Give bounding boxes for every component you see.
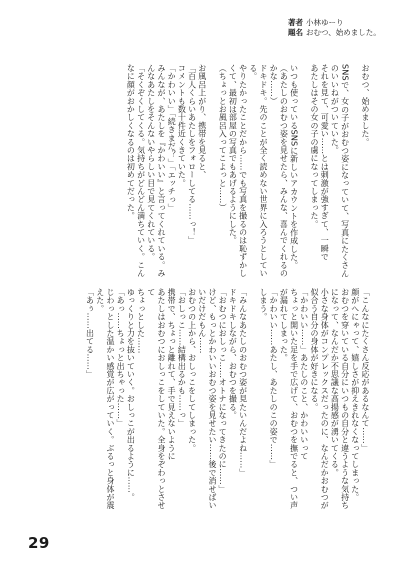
text-column: 「こんなにたくさん反応があるなんて……」 (361, 288, 370, 452)
text-column: 「そくぞくしてくる。気持ちがどんどん満ちていく。こんなに顔がおかしくなるのは初めてだった。 (126, 64, 146, 278)
text-column: あたしはおむつにおしっこをしていた。全身をぞわっとさせて (146, 288, 166, 510)
text-column: 顔がへにゃって、嬉しさが抑えきれなくなってしまった。 (350, 288, 360, 502)
text-column: ちょっとした…… (136, 288, 146, 354)
text-column: 「みんなあたしのおむつ姿が見たいんだよね……」 (238, 288, 248, 477)
page-number: 29 (28, 534, 50, 552)
text-column: 「かわいい」「続きまだ？」「エッチっ」 (167, 64, 177, 212)
text-column: ドキドキしながら、おむつを撮る。 (228, 288, 238, 420)
text-column: しまう。 (258, 288, 268, 321)
text-column: お風呂上がり、携帯を見ると、 (197, 64, 207, 179)
text-column: じわっとした温かい感覚が広がっていく。ぶるっと身体が震えた。 (95, 288, 115, 510)
author-line (288, 18, 388, 28)
text-column: けど、もっとかわいいおむつ姿を見せたい……後で消せばいいだけだもん…… (197, 288, 217, 510)
title-label: 題名 (288, 28, 303, 37)
text-column: それを見て、可愛い……とは刺激が強すぎて、一瞬で (320, 64, 330, 261)
author-name: 小林ゆーり (306, 18, 344, 27)
text-column: おむつ、始めました。 (361, 64, 370, 146)
text-column: 「かわいい……」あたしのこと、かわいいって (299, 288, 309, 461)
text-column: （ちょっとお風呂入ってこよっと……） (218, 64, 228, 212)
text-column: コメントも数十件近くきていた。 (177, 64, 187, 187)
text-column: 「おしっこ……結構出るかも……っ」 (177, 288, 187, 428)
text-column: 「百人くらいあたしをフォローしてる……っ！」 (187, 64, 197, 245)
upper-text-block (40, 64, 370, 280)
text-column: SNSで、女の子がおむつ姿になっていて、写真にたくさんのいいねがついていた。 (330, 64, 350, 278)
text-column: やりたかったことだから……でも写真を撮るのは恥ずかしくて、最初は部屋の写真でもあげるようにした。 (228, 64, 248, 278)
story-title: おむつ、始めました。 (306, 28, 381, 37)
text-column (207, 64, 217, 280)
text-column (299, 64, 309, 280)
text-column: ゆっくりと力を抜いていく。おしっこが出るように……。 (126, 288, 136, 502)
text-column: おむつを穿いている自分にいつもの自分と違うような気持ちになって、なんだか不思議な高揚感が湧いてくる。 (330, 288, 350, 510)
text-column: 「あぅ……出てる……」 (85, 288, 95, 379)
text-column: いつも使っているSNSに新しいアカウントを作成した。 (289, 64, 299, 270)
author-label: 著者 (288, 18, 303, 27)
text-column: みんなが、あたしを『かわいい』と言ってくれている。みんなあたしをそんないやらしい目で見てくれている。 (146, 64, 166, 278)
header (288, 18, 388, 38)
text-column: ちょっと開いた足を手で広げて、おむつを撫でると、つい声が漏れてしまった。 (279, 288, 299, 510)
title-line (288, 28, 388, 38)
text-column: （あたしのおむつ姿を見せたら、みんな、喜んでくれるのかな……） (269, 64, 289, 278)
text-column: 小さな身体がコンプレックスだったのに、なんだかおむつが似合う自分の身体が好きになる。 (309, 288, 330, 510)
text-column: ドキドキ。先のことが全く読めない世界に入ろうとしている。 (248, 64, 268, 278)
text-column: おむつの上から、おしっこをしてしまった。 (187, 288, 197, 452)
text-column (350, 64, 360, 280)
text-column: 「おむつにおしっこ……オトナになってきたのに……」 (218, 288, 228, 493)
text-column: 「あっ……ちょっと出ちゃった……」 (116, 288, 126, 428)
text-column: 携帯で、ちょっと離れて、手で見えないように (167, 288, 177, 461)
text-column (248, 288, 258, 513)
text-column: 「かわいい……あたし、あたしのこの姿で……」 (269, 288, 279, 469)
text-column: あたしはその女の子の虜になってしまった。 (310, 64, 319, 228)
lower-text-block (40, 288, 370, 513)
